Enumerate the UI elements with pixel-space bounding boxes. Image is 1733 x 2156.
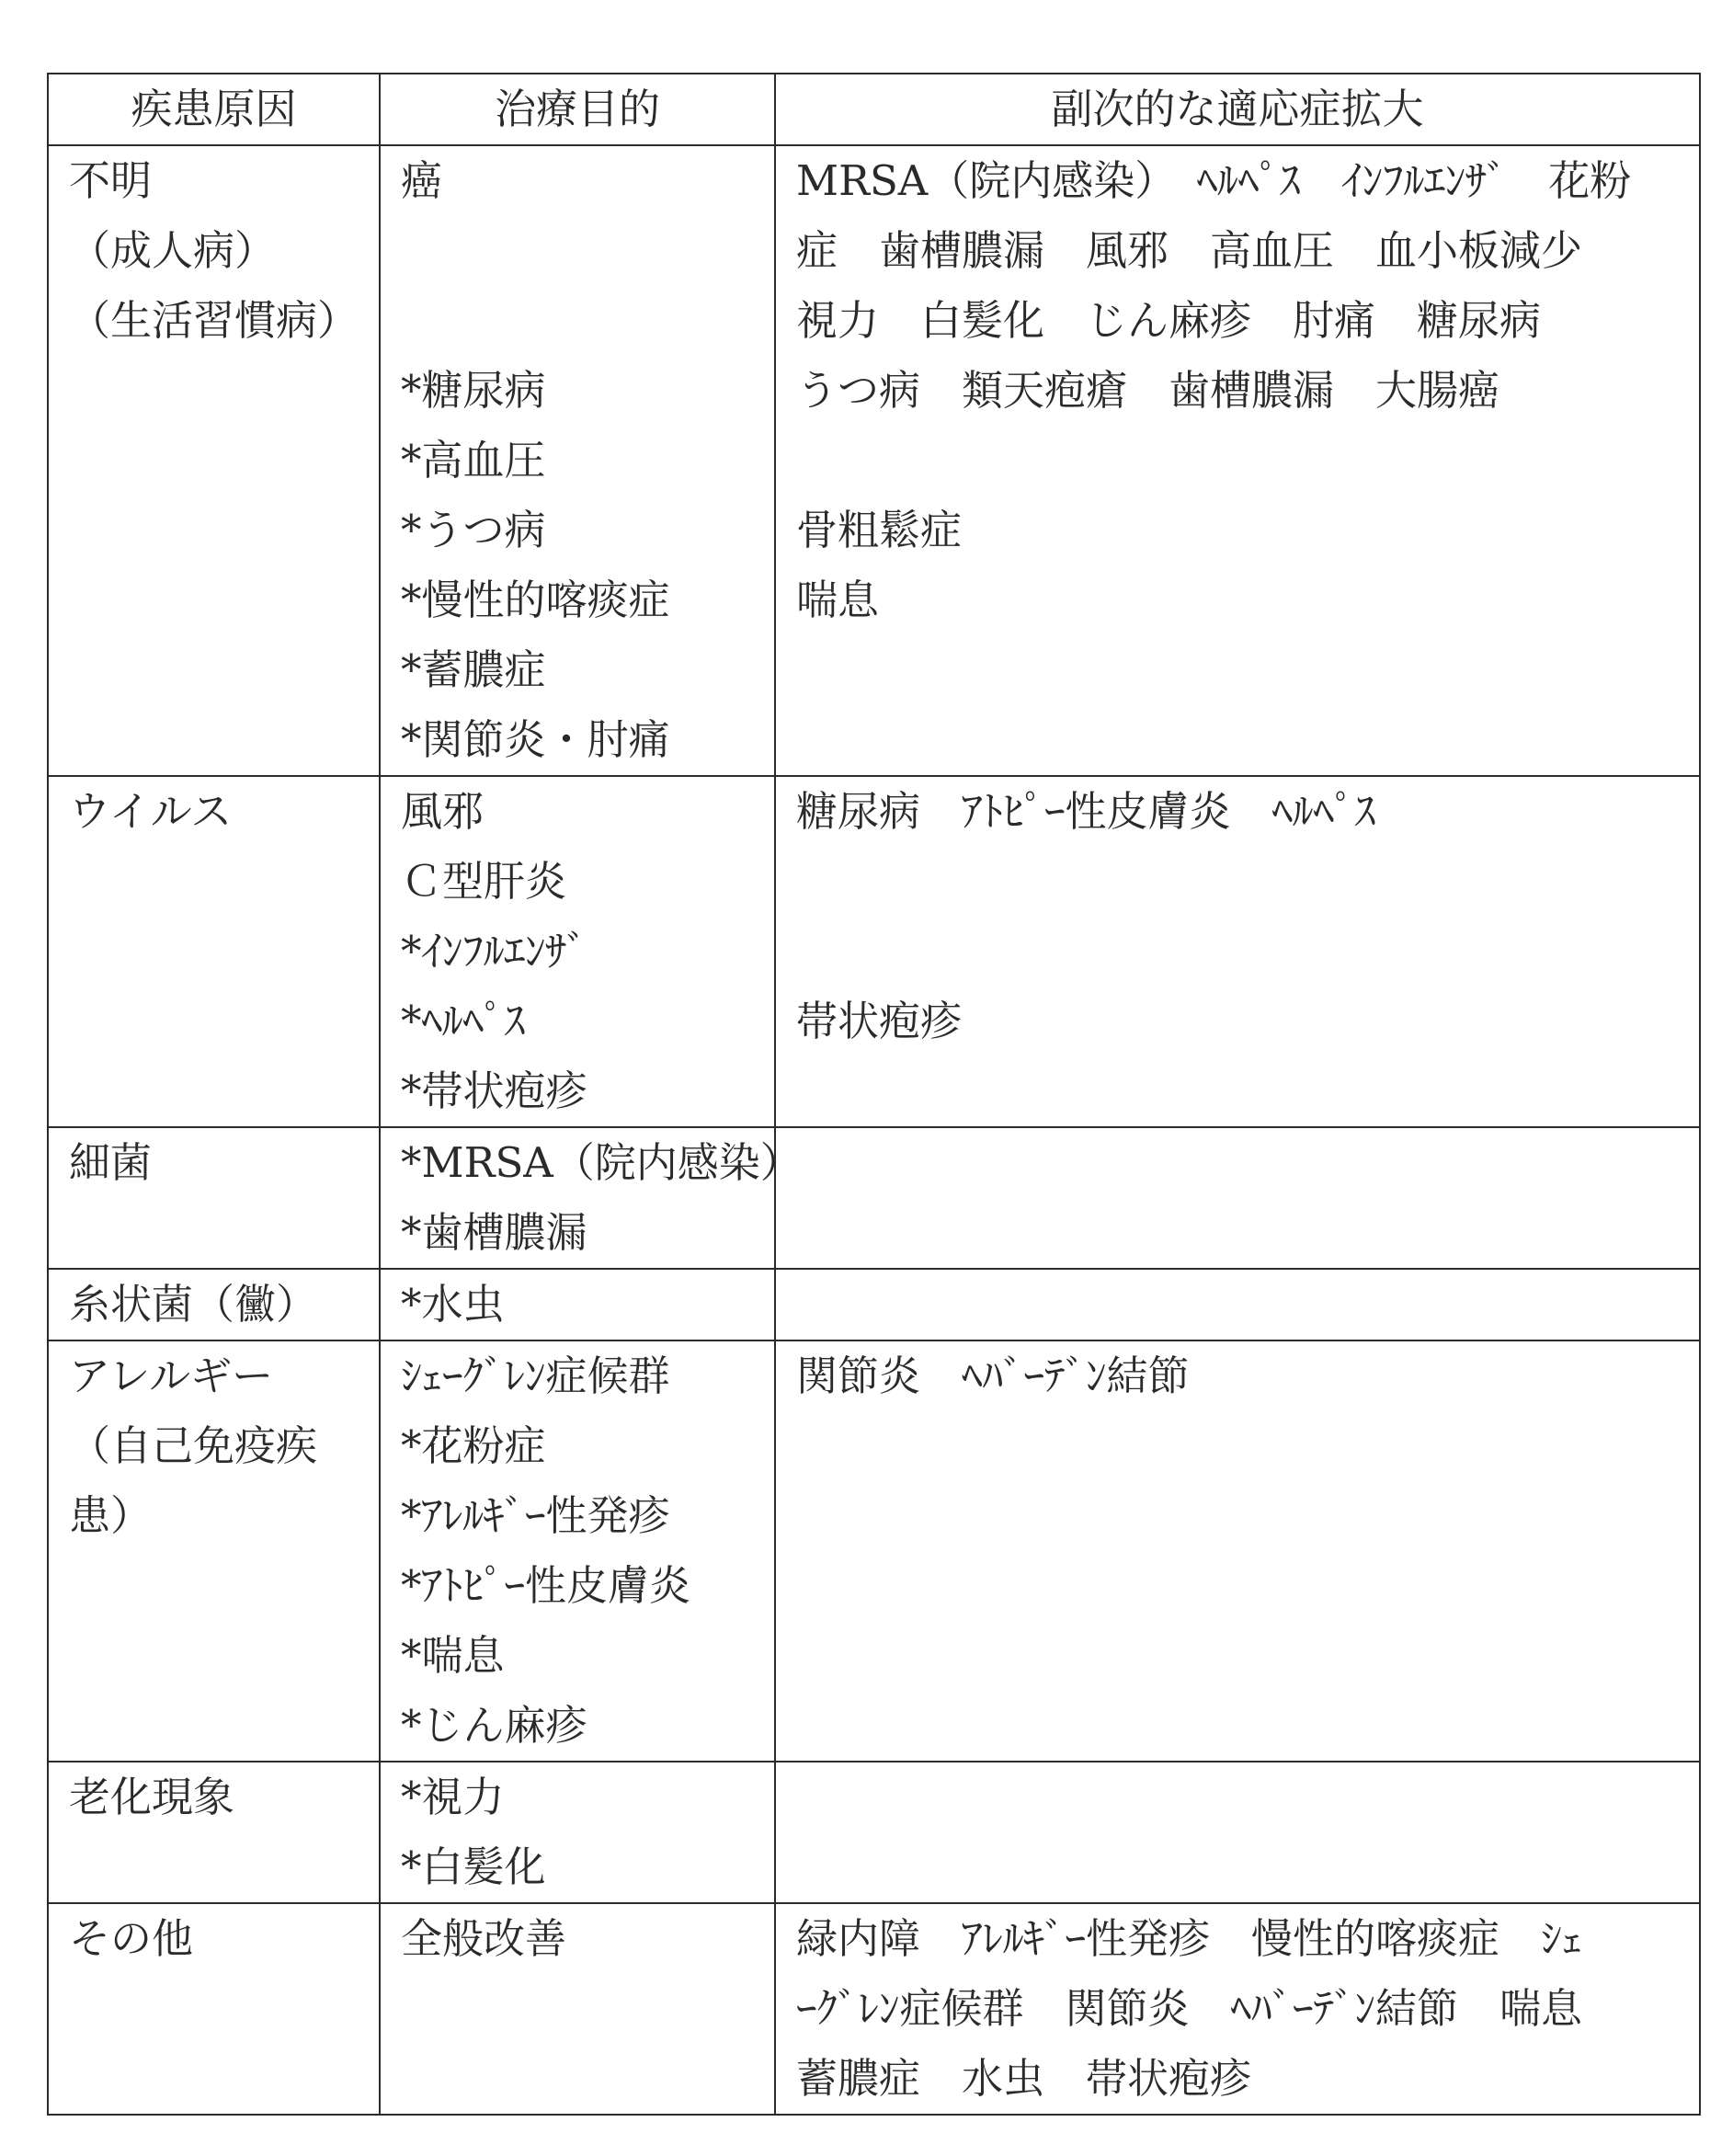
cell-line: *ｱﾚﾙｷﾞｰ性発疹: [401, 1491, 670, 1540]
cell-line: 不明: [69, 156, 153, 205]
purpose-cell: [380, 776, 775, 1127]
expansion-cell: [775, 145, 1700, 776]
cell-line: *喘息: [401, 1631, 505, 1680]
cell-line: アレルギー: [69, 1352, 274, 1400]
cell-line: *ｱﾄﾋﾟｰ性皮膚炎: [401, 1561, 691, 1610]
cell-line: *花粉症: [401, 1421, 546, 1470]
cell-line: [796, 426, 1699, 496]
purpose-cell: [380, 145, 775, 776]
cause-cell: [48, 145, 380, 776]
cell-line: [796, 917, 1699, 987]
cause-cell: [48, 1269, 380, 1340]
cell-line: *うつ病: [401, 506, 546, 554]
purpose-cell: [380, 1127, 802, 1269]
cell-line: [796, 847, 1699, 917]
expansion-cell: [775, 1762, 1700, 1903]
expansion-cell: [775, 776, 1700, 1127]
cell-line: その他: [69, 1914, 194, 1963]
table-body: [48, 145, 1700, 2115]
indication-table: [47, 73, 1701, 2116]
cell-line: 視力 白髪化 じん麻疹 肘痛 糖尿病: [796, 296, 1542, 345]
cell-line: *水虫: [401, 1280, 505, 1329]
cell-line: *慢性的喀痰症: [401, 576, 670, 624]
cell-line: *視力: [401, 1773, 505, 1821]
table-row: [48, 1269, 1700, 1340]
cell-line: 全般改善: [401, 1914, 567, 1963]
cell-line: 癌: [401, 156, 443, 205]
cell-line: 蓄膿症 水虫 帯状疱疹: [796, 2054, 1252, 2103]
cell-line: ウイルス: [69, 787, 233, 836]
cell-line: Ｃ型肝炎: [401, 857, 567, 906]
cell-line: （成人病）: [69, 226, 277, 275]
cell-line: *帯状疱疹: [401, 1067, 587, 1115]
cell-line: ｼｪｰｸﾞﾚﾝ症候群: [401, 1352, 670, 1400]
cell-line: うつ病 類天疱瘡 歯槽膿漏 大腸癌: [796, 366, 1500, 415]
cell-line: 糸状菌（黴）: [69, 1280, 318, 1329]
table-row: [48, 145, 1700, 776]
cell-line: *高血圧: [401, 436, 546, 485]
cause-cell: [48, 1903, 380, 2115]
table-row: [48, 776, 1700, 1127]
table-row: [48, 1762, 1700, 1903]
cell-line: 風邪: [401, 787, 485, 836]
expansion-cell: [775, 1340, 1700, 1762]
cell-line: *ｲﾝﾌﾙｴﾝｻﾞ: [401, 927, 587, 975]
cell-line: *白髪化: [401, 1842, 546, 1891]
expansion-cell: [775, 1269, 1700, 1340]
cell-line: 細菌: [69, 1138, 153, 1187]
cause-cell: [48, 776, 380, 1127]
purpose-cell: [380, 1340, 775, 1762]
cell-line: MRSA（院内感染） ﾍﾙﾍﾟｽ ｲﾝﾌﾙｴﾝｻﾞ 花粉: [796, 156, 1632, 205]
header-purpose: 治療目的: [380, 74, 775, 145]
cell-line: *MRSA（院内感染）: [401, 1138, 802, 1187]
purpose-cell: [380, 1269, 775, 1340]
cell-line: *ﾍﾙﾍﾟｽ: [401, 997, 526, 1045]
purpose-cell: [380, 1762, 775, 1903]
cell-line: [401, 286, 774, 356]
header-cause: 疾患原因: [48, 74, 380, 145]
cell-line: 関節炎 ﾍﾊﾞｰﾃﾞﾝ結節: [796, 1352, 1190, 1400]
table-row: [48, 1340, 1700, 1762]
header-expansion: 副次的な適応症拡大: [775, 74, 1700, 145]
purpose-cell: [380, 1903, 775, 2115]
cell-line: 緑内障 ｱﾚﾙｷﾞｰ性発疹 慢性的喀痰症 ｼｪ: [796, 1914, 1583, 1963]
cell-line: 症 歯槽膿漏 風邪 高血圧 血小板減少: [796, 226, 1583, 275]
cell-line: （自己免疫疾: [69, 1421, 318, 1470]
cause-cell: [48, 1340, 380, 1762]
cell-line: 老化現象: [69, 1773, 235, 1821]
cause-cell: [48, 1127, 380, 1269]
cell-line: 帯状疱疹: [796, 997, 963, 1045]
cell-line: [401, 216, 774, 286]
cell-line: *蓄膿症: [401, 645, 546, 694]
cell-line: *関節炎・肘痛: [401, 715, 670, 764]
header-row: [48, 74, 1700, 145]
cell-line: 糖尿病 ｱﾄﾋﾟｰ性皮膚炎 ﾍﾙﾍﾟｽ: [796, 787, 1376, 836]
expansion-cell: [775, 1127, 1700, 1269]
cause-cell: [48, 1762, 380, 1903]
cell-line: 患）: [69, 1491, 153, 1540]
cell-line: *じん麻疹: [401, 1701, 587, 1750]
cell-line: *歯槽膿漏: [401, 1208, 587, 1257]
table-row: [48, 1127, 1700, 1269]
cell-line: 骨粗鬆症: [796, 506, 963, 554]
expansion-cell: [775, 1903, 1700, 2115]
cell-line: *糖尿病: [401, 366, 546, 415]
table-row: [48, 1903, 1700, 2115]
cell-line: 喘息: [796, 576, 880, 624]
cell-line: （生活習慣病）: [69, 296, 359, 345]
cell-line: ｰｸﾞﾚﾝ症候群 関節炎 ﾍﾊﾞｰﾃﾞﾝ結節 喘息: [796, 1984, 1583, 2033]
